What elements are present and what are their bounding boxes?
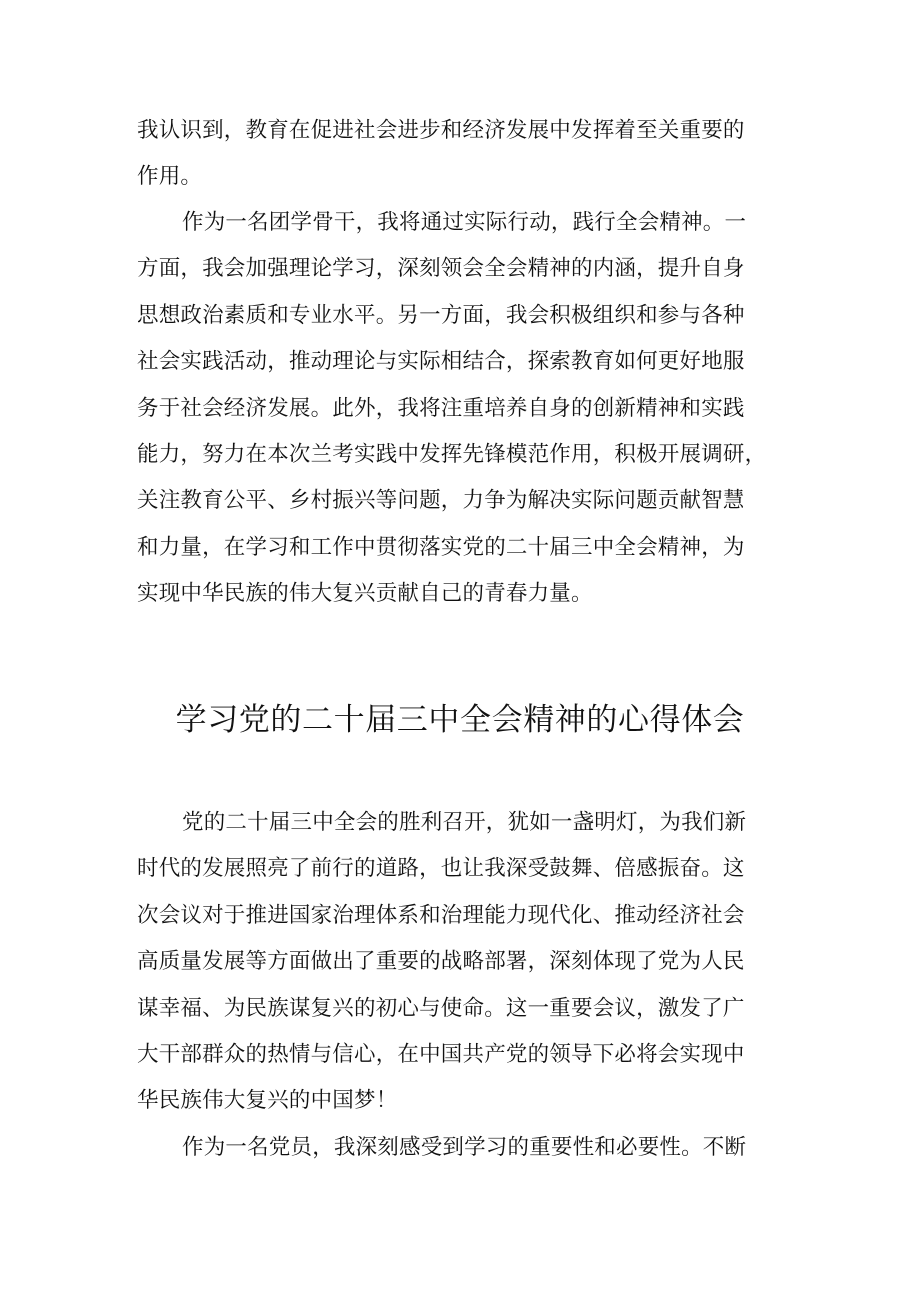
paragraph-line: 和力量，在学习和工作中贯彻落实党的二十届三中全会精神，为 <box>137 534 745 560</box>
paragraph-1 <box>137 108 797 201</box>
paragraph-line: 实现中华民族的伟大复兴贡献自己的青春力量。 <box>137 581 593 607</box>
paragraph-line: 作为一名团学骨干，我将通过实际行动，践行全会精神。一 <box>182 210 747 235</box>
paragraph-line: 社会实践活动，推动理论与实际相结合，探索教育如何更好地服 <box>137 349 745 375</box>
paragraph-line: 谋幸福、为民族谋复兴的初心与使命。这一重要会议，激发了广 <box>137 995 745 1021</box>
paragraph-line: 作为一名党员，我深刻感受到学习的重要性和必要性。不断 <box>182 1134 747 1160</box>
paragraph-line: 作用。 <box>137 164 203 190</box>
paragraph-line: 关注教育公平、乡村振兴等问题，力争为解决实际问题贡献智慧 <box>137 488 745 514</box>
section-title: 学习党的二十届三中全会精神的心得体会 <box>175 702 745 738</box>
paragraph-line: 党的二十届三中全会的胜利召开，犹如一盏明灯，为我们新 <box>182 810 747 835</box>
paragraph-3 <box>137 800 797 1171</box>
paragraph-line: 思想政治素质和专业水平。另一方面，我会积极组织和参与各种 <box>137 302 745 328</box>
paragraph-2 <box>137 200 797 618</box>
paragraph-line: 大干部群众的热情与信心，在中国共产党的领导下必将会实现中 <box>137 1041 745 1067</box>
paragraph-line: 能力，努力在本次兰考实践中发挥先锋模范作用，积极开展调研， <box>137 441 767 467</box>
paragraph-line: 高质量发展等方面做出了重要的战略部署，深刻体现了党为人民 <box>137 949 745 975</box>
paragraph-line: 我认识到，教育在促进社会进步和经济发展中发挥着至关重要的 <box>137 118 745 143</box>
paragraph-line: 华民族伟大复兴的中国梦！ <box>137 1088 398 1114</box>
paragraph-line: 时代的发展照亮了前行的道路，也让我深受鼓舞、倍感振奋。这 <box>137 856 745 882</box>
paragraph-line: 方面，我会加强理论学习，深刻领会全会精神的内涵，提升自身 <box>137 256 745 282</box>
paragraph-line: 务于社会经济发展。此外，我将注重培养自身的创新精神和实践 <box>137 395 745 421</box>
paragraph-line: 次会议对于推进国家治理体系和治理能力现代化、推动经济社会 <box>137 902 745 928</box>
